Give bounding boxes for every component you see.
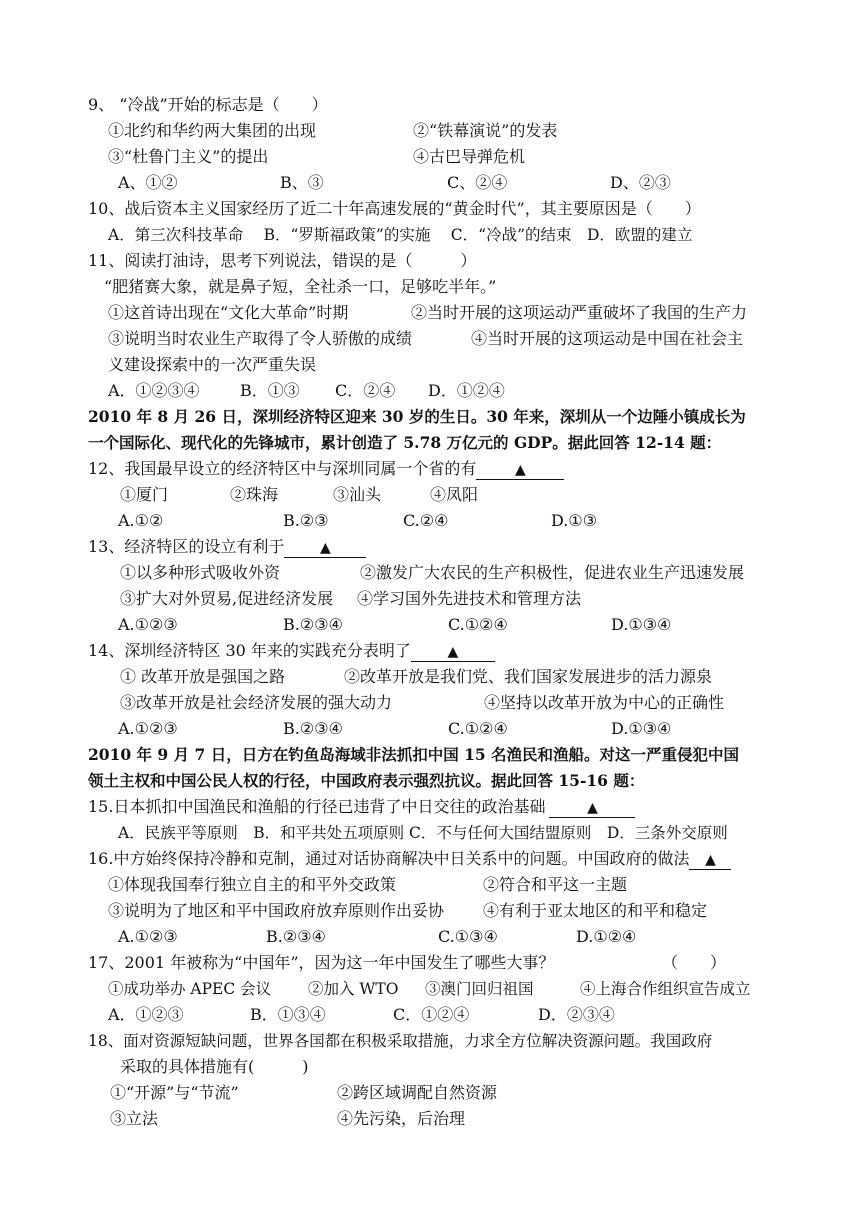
q13-choice-b: B.②③④ [283, 615, 343, 634]
q12-option-4: ④凤阳 [430, 485, 479, 504]
q14-option-2: ②改革开放是我们党、我们国家发展进步的活力源泉 [344, 667, 713, 686]
q11-choice-b: B．①③ [240, 381, 300, 400]
q18-option-4: ④先污染，后治理 [337, 1109, 466, 1128]
q14-answer-blank [411, 642, 495, 662]
intro-12-14-line1: 2010 年 8 月 26 日，深圳经济特区迎来 30 岁的生日。30 年来，深圳从一个边陲小镇成长为 [88, 407, 746, 426]
q14-choice-d: D.①③④ [611, 719, 672, 738]
q11-poem: “肥猪赛大象，就是鼻子短，全社杀一口，足够吃半年。” [104, 277, 497, 296]
intro-15-16-line1: 2010 年 9 月 7 日，日方在钓鱼岛海域非法抓扣中国 15 名渔民和渔船。对这一严重侵犯中国 [88, 745, 740, 764]
q14-stem-text: 14、深圳经济特区 30 年来的实践充分表明了 [88, 641, 411, 660]
q16-option-1: ①体现我国奉行独立自主的和平外交政策 [108, 875, 397, 894]
q17-choice-d: D．②③④ [538, 1005, 615, 1024]
q15-stem [88, 796, 635, 818]
q17-stem: 17、2001 年被称为“中国年”，因为这一年中国发生了哪些大事？ [88, 953, 555, 972]
triangle-icon: ▲ [319, 540, 331, 556]
q9-choice-d: D、②③ [610, 173, 671, 192]
q13-answer-blank [284, 538, 366, 558]
q17-option-4: ④上海合作组织宣告成立 [580, 980, 751, 998]
q13-choice-c: C.①②④ [448, 615, 508, 634]
q16-choice-c: C.①③④ [438, 927, 498, 946]
q11-option-1: ①这首诗出现在“文化大革命”时期 [108, 303, 349, 322]
q14-stem [88, 640, 495, 662]
q13-option-1: ①以多种形式吸收外资 [120, 563, 281, 582]
q16-option-4: ④有利于亚太地区的和平和稳定 [483, 901, 708, 920]
q16-option-3: ③说明为了地区和平中国政府放弃原则作出妥协 [108, 901, 445, 920]
q16-answer-blank [689, 850, 731, 870]
q10-stem: 10、战后资本主义国家经历了近二十年高速发展的“黄金时代”，其主要原因是（ ） [88, 199, 701, 218]
triangle-icon: ▲ [587, 800, 598, 816]
q14-choice-a: A.①②③ [118, 719, 178, 738]
q9-choice-b: B、③ [280, 173, 324, 192]
q17-choice-a: A．①②③ [108, 1005, 184, 1024]
q17-option-3: ③澳门回归祖国 [425, 980, 534, 998]
q13-option-4: ④学习国外先进技术和管理方法 [357, 589, 582, 608]
q11-stem: 11、阅读打油诗，思考下列说法，错误的是（ ） [88, 251, 477, 270]
q13-stem [88, 536, 366, 558]
q14-choice-c: C.①②④ [448, 719, 508, 738]
q17-answer-paren: （ ） [662, 953, 727, 972]
q9-option-3: ③“杜鲁门主义”的提出 [108, 147, 269, 166]
triangle-icon: ▲ [514, 462, 526, 478]
q11-option-4-line1: ④当时开展的这项运动是中国在社会主 [471, 329, 744, 348]
q9-option-2: ②“铁幕演说”的发表 [413, 121, 558, 140]
intro-12-14-line2: 一个国际化、现代化的先锋城市，累计创造了 5.78 万亿元的 GDP。据此回答 12-14 题： [88, 433, 722, 452]
q16-choice-a: A.①②③ [118, 927, 178, 946]
q12-option-3: ③汕头 [333, 485, 382, 504]
q12-choice-a: A.①② [118, 511, 164, 530]
q12-answer-blank [476, 460, 564, 480]
q14-option-1: ① 改革开放是强国之路 [120, 667, 286, 686]
q12-stem [88, 458, 564, 480]
q11-choice-c: C．②④ [335, 381, 396, 400]
q17-option-2: ②加入 WTO [308, 980, 399, 998]
q18-stem-line1: 18、面对资源短缺问题，世界各国都在积极采取措施，力求全方位解决资源问题。我国政府 [88, 1032, 713, 1050]
q14-option-4: ④坚持以改革开放为中心的正确性 [484, 693, 725, 712]
q13-option-3: ③扩大对外贸易,促进经济发展 [120, 589, 334, 608]
q17-choice-b: B．①③④ [250, 1005, 326, 1024]
q13-stem-text: 13、经济特区的设立有利于 [88, 537, 285, 556]
q12-choice-b: B.②③ [283, 511, 329, 530]
triangle-icon: ▲ [447, 644, 459, 660]
q12-stem-text: 12、我国最早设立的经济特区中与深圳同属一个省的有 [88, 459, 477, 478]
q9-option-1: ①北约和华约两大集团的出现 [108, 121, 317, 140]
intro-15-16-line2: 领土主权和中国公民人权的行径，中国政府表示强烈抗议。据此回答 15-16 题： [88, 771, 645, 790]
q9-stem: 9、 “冷战”开始的标志是（ ） [88, 95, 328, 114]
q12-choice-c: C.②④ [403, 511, 449, 530]
q15-answer-blank [549, 798, 635, 818]
q10-options: A．第三次科技革命 B．“罗斯福政策”的实施 C．“冷战”的结束 D．欧盟的建立 [108, 226, 693, 244]
q14-choice-b: B.②③④ [283, 719, 343, 738]
q9-choice-c: C、②④ [447, 173, 508, 192]
q13-option-2: ②激发广大农民的生产积极性，促进农业生产迅速发展 [360, 563, 745, 582]
q17-option-1: ①成功举办 APEC 会议 [108, 980, 272, 998]
q16-choice-b: B.②③④ [266, 927, 326, 946]
q16-stem-text: 16.中方始终保持冷静和克制，通过对话协商解决中日关系中的问题。中国政府的做法 [88, 849, 690, 868]
q18-option-3: ③立法 [110, 1109, 159, 1128]
q13-choice-a: A.①②③ [118, 615, 178, 634]
triangle-icon: ▲ [705, 852, 716, 868]
q16-option-2: ②符合和平这一主题 [483, 875, 628, 894]
q9-option-4: ④古巴导弹危机 [413, 147, 526, 166]
q11-option-4-line2: 义建设探索中的一次严重失误 [108, 355, 317, 374]
q12-choice-d: D.①③ [551, 511, 598, 530]
q16-choice-d: D.①②④ [576, 927, 637, 946]
q12-option-1: ①厦门 [120, 485, 169, 504]
q13-choice-d: D.①③④ [611, 615, 672, 634]
q18-option-2: ②跨区域调配自然资源 [337, 1083, 498, 1102]
q15-stem-text: 15.日本抓扣中国渔民和渔船的行径已违背了中日交往的政治基础 [88, 797, 546, 816]
q18-option-1: ①“开源”与“节流” [110, 1083, 239, 1102]
q11-choice-a: A．①②③④ [108, 381, 200, 400]
q18-stem-line2: 采取的具体措施有( ) [120, 1057, 309, 1076]
q14-option-3: ③改革开放是社会经济发展的强大动力 [120, 693, 393, 712]
q11-choice-d: D．①②④ [428, 381, 505, 400]
q11-option-2: ②当时开展的这项运动严重破坏了我国的生产力 [411, 303, 748, 322]
q17-choice-c: C．①②④ [393, 1005, 470, 1024]
q16-stem [88, 848, 731, 870]
q12-option-2: ②珠海 [230, 485, 279, 504]
q9-choice-a: A、①② [118, 173, 178, 192]
q15-options: A．民族平等原则 B．和平共处五项原则 C．不与任何大国结盟原则 D．三条外交原则 [118, 824, 728, 842]
q11-option-3: ③说明当时农业生产取得了令人骄傲的成绩 [108, 329, 413, 348]
